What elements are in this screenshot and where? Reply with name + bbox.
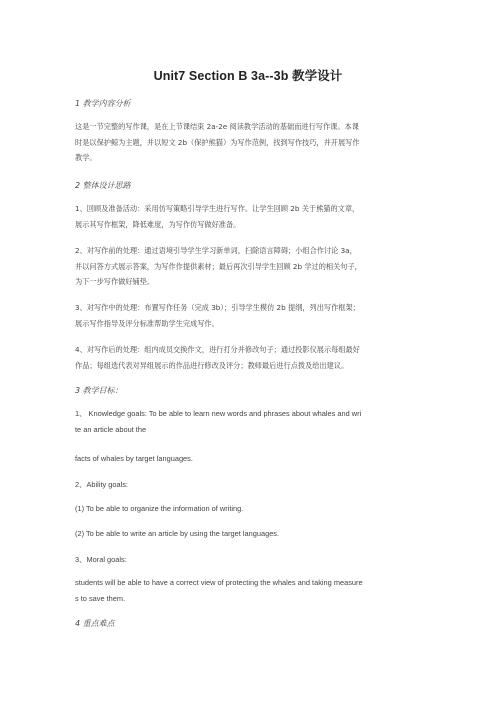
section-heading-key-points: 4 重点难点 [75,619,115,628]
section-heading-teaching-goals: 3 教学目标： [75,386,123,395]
paragraph-content-analysis: 这是一节完整的写作课，是在上节课结束 2a-2e 阅读教学活动的基础而进行写作课。本课 时是以保护鲸为主题，并以短文 2b（保护熊猫）为写作范例，找到写作技巧，并开展写作 教学。 [75,122,360,162]
section-heading-content-analysis: 1 教学内容分析 [75,99,131,108]
goal-ability-2: (2) To be able to write an article by using the target languages. [75,529,280,538]
paragraph-post-writing: 4、对写作后的处理：组内成员交换作文，进行打分并修改句子；通过投影仪展示每组最好 作品；每组选代表对异组展示的作品进行修改及评分；教师最后进行点拨及给出建议。 [75,345,360,370]
page-title: Unit7 Section B 3a--3b 教学设计 [153,69,343,83]
paragraph-while-writing: 3、对写作中的处理：布置写作任务（完成 3b）；引导学生模仿 2b 提纲，列出写作框架； 展示写作指导及评分标准帮助学生完成写作。 [75,303,360,328]
goal-knowledge: 1、 Knowledge goals: To be able to learn new words and phrases about whales and wri te an article about the [75,409,362,434]
goal-moral: 3、Moral goals: [75,555,127,564]
goal-knowledge-continued: facts of whales by target languages. [75,454,193,463]
goal-moral-text: students will be able to have a correct view of protecting the whales and taking measure s to save them. [75,578,363,603]
paragraph-pre-writing: 2、对写作前的处理：通过语境引导学生学习新单词，扫除语言障碍；小组合作讨论 3a， 并以问答方式展示答案，为写作作提供素材；最后再次引导学生回顾 2b 学过的相关句子， 为下一步写作做好铺垫。 [75,246,362,286]
goal-ability: 2、Ability goals: [75,480,128,489]
goal-ability-1: (1) To be able to organize the information of writing. [75,504,244,513]
section-heading-design-idea: 2 整体设计思路 [75,181,131,190]
paragraph-review-preparation: 1、回顾及准备活动：采用仿写策略引导学生进行写作。让学生回顾 2b 关于熊猫的文章， 展示其写作框架，降低难度，为写作仿写做好准备。 [75,204,360,229]
